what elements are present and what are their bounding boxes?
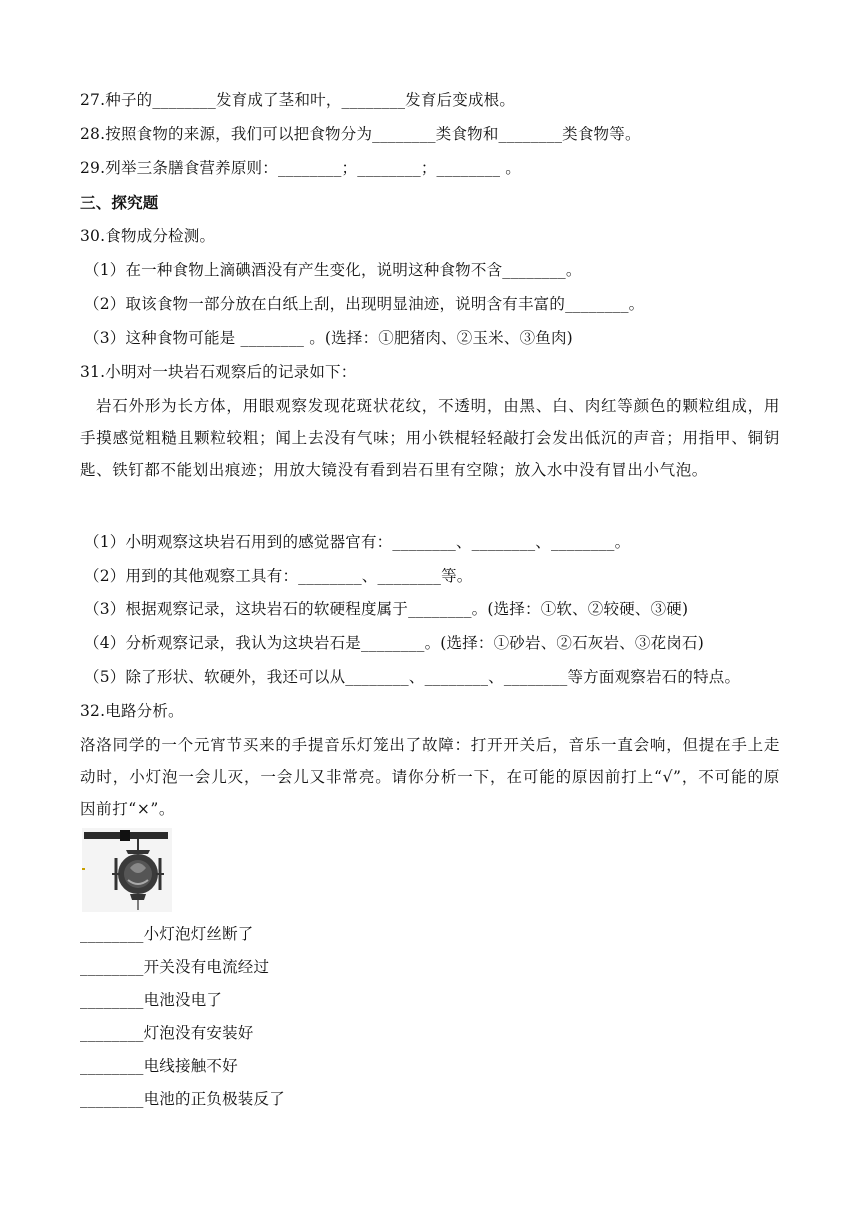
question-30-title: 30.食物成分检测。 (80, 227, 216, 245)
question-31-description: 岩石外形为长方体，用眼观察发现花斑状花纹，不透明，由黑、白、肉红等颜色的颗粒组成，用手摸感觉粗糙且颗粒较粗；闻上去没有气味；用小铁棍轻轻敲打会发出低沉的声音；用指甲、铜钥匙、铁钉都不能划出痕迹；用放大镜没有看到岩石里有空隙；放入水中没有冒出小气泡。 (80, 397, 780, 479)
option-4: ________灯泡没有安装好 (80, 1024, 254, 1042)
question-32-title: 32.电路分析。 (80, 702, 184, 720)
question-31-item-3: （3）根据观察记录，这块岩石的软硬程度属于________。(选择：①软、②较硬、③硬) (84, 600, 689, 618)
question-31-item-2: （2）用到的其他观察工具有：________、________等。 (84, 567, 473, 585)
question-32-description: 洛洛同学的一个元宵节买来的手提音乐灯笼出了故障：打开开关后，音乐一直会响，但提在手上走动时，小灯泡一会儿灭，一会儿又非常亮。请你分析一下，在可能的原因前打上“√”，不可能的原因前打“×”。 (80, 736, 780, 818)
option-5: ________电线接触不好 (80, 1057, 238, 1075)
section-heading-inquiry: 三、探究题 (80, 193, 159, 212)
option-6: ________电池的正负极装反了 (80, 1090, 285, 1108)
option-2: ________开关没有电流经过 (80, 958, 270, 976)
question-30-item-3: （3）这种食物可能是 ________ 。(选择：①肥猪肉、②玉米、③鱼肉) (84, 329, 573, 347)
option-1: ________小灯泡灯丝断了 (80, 925, 254, 943)
question-31-item-5: （5）除了形状、软硬外，我还可以从________、________、________等方面观察岩石的特点。 (84, 668, 741, 686)
question-31-item-1: （1）小明观察这块岩石用到的感觉器官有：________、________、________。 (84, 533, 631, 551)
option-3: ________电池没电了 (80, 991, 223, 1009)
question-27: 27.种子的________发育成了茎和叶，________发育后变成根。 (80, 91, 516, 109)
question-30-item-2: （2）取该食物一部分放在白纸上刮，出现明显油迹，说明含有丰富的________。 (84, 295, 645, 313)
question-28: 28.按照食物的来源，我们可以把食物分为________类食物和________类食物等。 (80, 125, 641, 143)
question-31-item-4: （4）分析观察记录，我认为这块岩石是________。(选择：①砂岩、②石灰岩、③花岗石) (84, 634, 704, 652)
question-31-title: 31.小明对一块岩石观察后的记录如下： (80, 363, 357, 381)
question-30-item-1: （1）在一种食物上滴碘酒没有产生变化，说明这种食物不含________。 (84, 261, 582, 279)
lantern-image (82, 828, 172, 912)
question-29: 29.列举三条膳食营养原则：________；________；________ 。 (80, 159, 521, 177)
